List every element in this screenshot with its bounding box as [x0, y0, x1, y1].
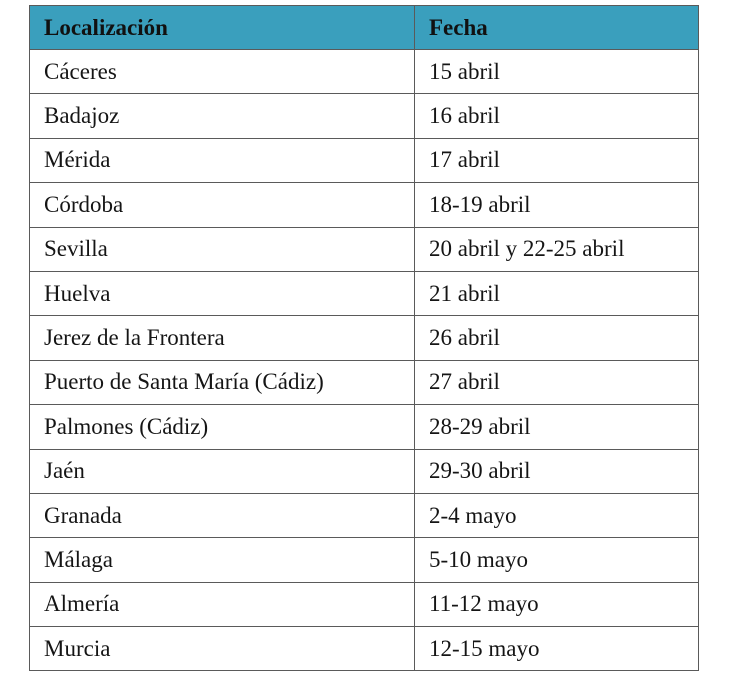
date-cell: 5-10 mayo [415, 538, 699, 582]
location-cell: Huelva [30, 271, 415, 315]
table-body [30, 50, 699, 671]
location-cell: Cáceres [30, 50, 415, 94]
date-cell: 20 abril y 22-25 abril [415, 227, 699, 271]
date-cell: 2-4 mayo [415, 493, 699, 537]
table-row [30, 449, 699, 493]
table-row [30, 493, 699, 537]
table-row [30, 582, 699, 626]
column-header-date: Fecha [415, 6, 699, 50]
table-row [30, 183, 699, 227]
location-cell: Mérida [30, 138, 415, 182]
date-cell: 29-30 abril [415, 449, 699, 493]
date-cell: 26 abril [415, 316, 699, 360]
table-row [30, 627, 699, 671]
date-cell: 18-19 abril [415, 183, 699, 227]
location-cell: Jerez de la Frontera [30, 316, 415, 360]
date-cell: 17 abril [415, 138, 699, 182]
location-cell: Puerto de Santa María (Cádiz) [30, 360, 415, 404]
location-cell: Jaén [30, 449, 415, 493]
location-cell: Málaga [30, 538, 415, 582]
date-cell: 21 abril [415, 271, 699, 315]
location-cell: Granada [30, 493, 415, 537]
table-row [30, 50, 699, 94]
location-cell: Badajoz [30, 94, 415, 138]
date-cell: 28-29 abril [415, 405, 699, 449]
table-row [30, 316, 699, 360]
date-cell: 16 abril [415, 94, 699, 138]
table-row [30, 94, 699, 138]
date-cell: 27 abril [415, 360, 699, 404]
table-row [30, 227, 699, 271]
table-header [30, 6, 699, 50]
location-cell: Córdoba [30, 183, 415, 227]
table-row [30, 138, 699, 182]
location-cell: Almería [30, 582, 415, 626]
table-row [30, 538, 699, 582]
header-row [30, 6, 699, 50]
date-cell: 15 abril [415, 50, 699, 94]
column-header-location: Localización [30, 6, 415, 50]
date-cell: 11-12 mayo [415, 582, 699, 626]
table-row [30, 360, 699, 404]
location-cell: Palmones (Cádiz) [30, 405, 415, 449]
location-cell: Sevilla [30, 227, 415, 271]
location-cell: Murcia [30, 627, 415, 671]
schedule-table [29, 5, 699, 671]
table-row [30, 271, 699, 315]
table-row [30, 405, 699, 449]
date-cell: 12-15 mayo [415, 627, 699, 671]
